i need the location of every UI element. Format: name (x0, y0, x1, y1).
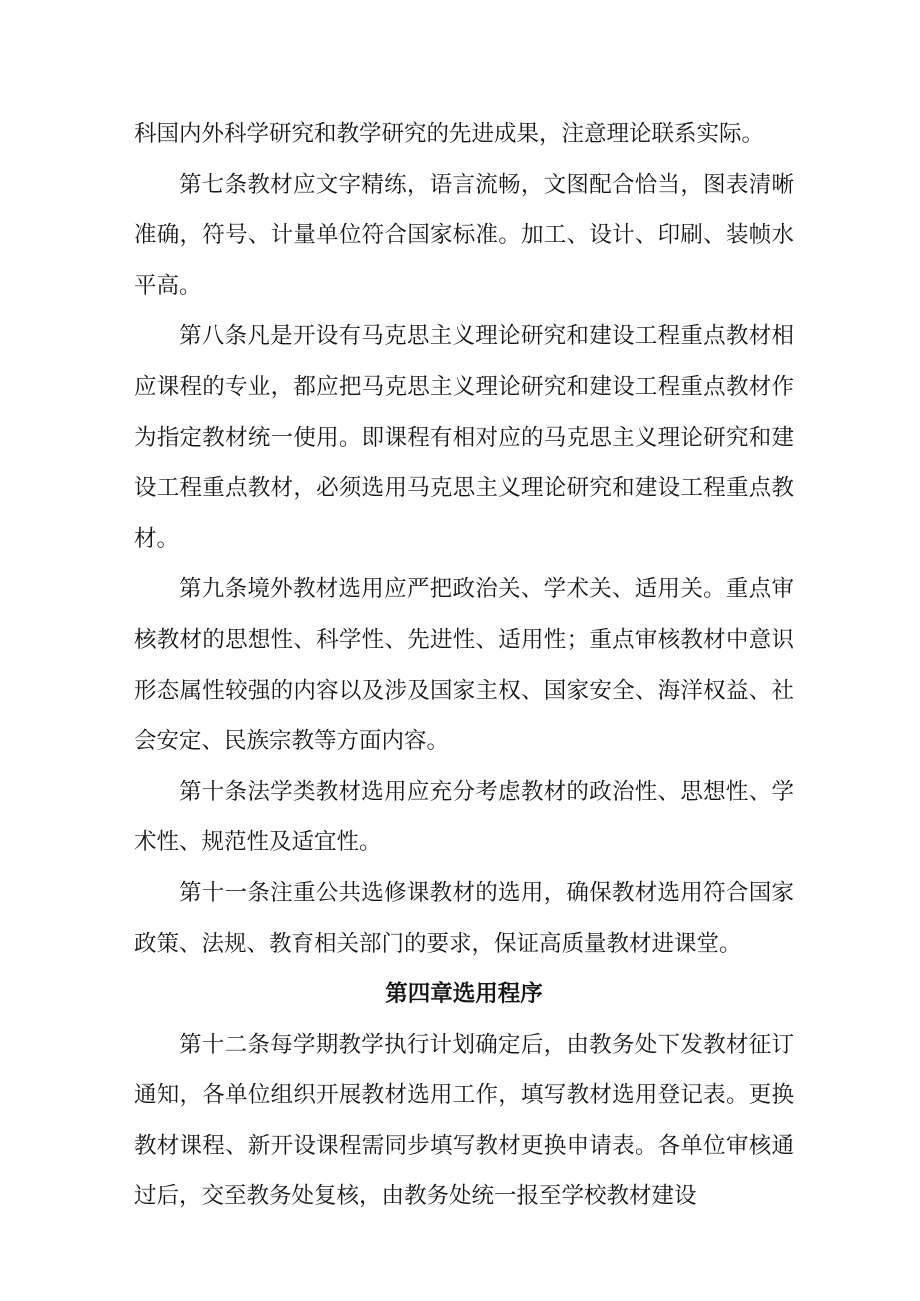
paragraph-continuation: 科国内外科学研究和教学研究的先进成果，注意理论联系实际。 (134, 121, 765, 147)
article-10-paragraph: 第十条法学类教材选用应充分考虑教材的政治性、思想性、学术性、规范性及适宜性。 (134, 778, 794, 856)
document-body (134, 109, 794, 1222)
article-8-paragraph: 第八条凡是开设有马克思主义理论研究和建设工程重点教材相应课程的专业，都应把马克思主义理论研究和建设工程重点教材作为指定教材统一使用。即课程有相对应的马克思主义理论研究和建设工程重点教材，必须选用马克思主义理论研究和建设工程重点教材。 (134, 323, 794, 552)
article-7-paragraph: 第七条教材应文字精练，语言流畅，文图配合恰当，图表清晰准确，符号、计量单位符合国家标准。加工、设计、印刷、装帧水平高。 (134, 171, 794, 299)
article-11-paragraph: 第十一条注重公共选修课教材的选用，确保教材选用符合国家政策、法规、教育相关部门的要求，保证高质量教材进课堂。 (134, 879, 794, 957)
article-12-paragraph: 第十二条每学期教学执行计划确定后，由教务处下发教材征订通知，各单位组织开展教材选用工作，填写教材选用登记表。更换教材课程、新开设课程需同步填写教材更换申请表。各单位审核通过后，交至教务处复核，由教务处统一报至学校教材建设 (134, 1031, 794, 1210)
article-9-paragraph: 第九条境外教材选用应严把政治关、学术关、适用关。重点审核教材的思想性、科学性、先进性、适用性；重点审核教材中意识形态属性较强的内容以及涉及国家主权、国家安全、海洋权益、社会安定、民族宗教等方面内容。 (134, 576, 794, 755)
chapter-heading: 第四章选用程序 (385, 981, 543, 1008)
